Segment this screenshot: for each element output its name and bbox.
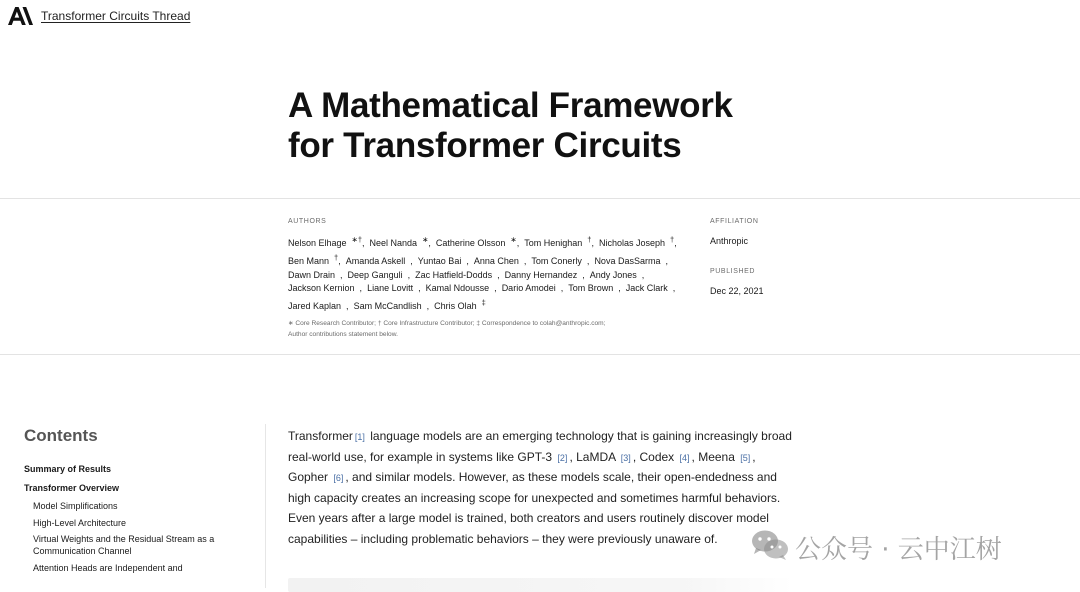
author-separator: ,	[560, 283, 564, 294]
toc-item[interactable]: Summary of Results	[24, 464, 112, 474]
author-separator: ,	[591, 238, 594, 248]
watermark-text: 公众号 · 云中江树	[795, 535, 1002, 565]
watermark	[750, 525, 1050, 565]
author-separator: ,	[641, 269, 645, 280]
footnote-line-1: ∗ Core Research Contributor; † Core Infrastructure Contributor; ‡ Correspondence to colah@anthropic.com;	[288, 320, 606, 327]
author-name[interactable]: Amanda Askell	[345, 255, 406, 266]
author-separator: ,	[340, 269, 343, 280]
authors-label: AUTHORS	[288, 218, 327, 225]
toc-item[interactable]: Transformer Overview	[24, 482, 120, 493]
published-date: Dec 22, 2021	[710, 286, 764, 296]
author-mark: †	[587, 235, 592, 244]
author-separator: ,	[618, 283, 621, 294]
author-separator: ,	[582, 269, 585, 280]
author-separator: ,	[428, 238, 431, 248]
intro-text: , Meena	[691, 449, 739, 464]
citation-link[interactable]: [3]	[620, 452, 631, 463]
published-label: PUBLISHED	[710, 268, 756, 275]
affiliation-value[interactable]: Anthropic	[710, 236, 749, 246]
author-separator: ,	[338, 255, 341, 266]
author-separator: ,	[586, 255, 590, 266]
author-name[interactable]: Ben Mann	[288, 255, 330, 266]
author-name[interactable]: Jack Clark	[625, 283, 668, 294]
author-separator: ,	[516, 238, 520, 248]
intro-text: , Codex	[632, 449, 678, 464]
author-name[interactable]: Zac Hatfield-Dodds	[415, 269, 493, 280]
intro-text: language models are an emerging technology that is gaining increasingly broad real-world use, for example in systems like GPT-3	[288, 429, 792, 464]
author-name[interactable]: Danny Hernandez	[504, 269, 578, 280]
author-name[interactable]: Chris Olah	[434, 301, 477, 312]
author-separator: ,	[497, 269, 500, 280]
citation-link[interactable]: [5]	[740, 452, 751, 463]
citation-link[interactable]: [1]	[354, 432, 365, 442]
toc-item[interactable]: Attention Heads are Independent and	[33, 562, 183, 573]
toc-divider	[265, 424, 266, 588]
footnote-line-2: Author contributions statement below.	[288, 330, 398, 338]
thread-link[interactable]: Transformer Circuits Thread	[41, 9, 191, 23]
intro-text: , and similar models. However, as these models scale, their open-endedness and high capacity creates an increasing scope for unexpected and sometimes harmful behaviors. Even years after a large model is trained, both creators and users routinely discover model capabilities – including problematic behaviors – they were previously unaware of.	[288, 470, 781, 546]
wechat-icon	[750, 528, 790, 562]
author-name[interactable]: Dario Amodei	[501, 283, 556, 294]
intro-text: , LaMDA	[569, 449, 619, 464]
author-name[interactable]: Nelson Elhage	[288, 238, 347, 248]
author-name[interactable]: Catherine Olsson	[435, 238, 506, 248]
author-mark: †	[670, 235, 675, 244]
toc-items	[24, 463, 259, 574]
author-separator: ,	[523, 255, 527, 266]
page-title	[288, 86, 808, 166]
author-separator: ,	[346, 301, 349, 312]
author-separator: ,	[672, 283, 676, 294]
author-mark: ∗	[510, 235, 517, 244]
intro-text: Transformer	[288, 429, 353, 443]
author-name[interactable]: Sam McCandlish	[353, 301, 422, 312]
author-mark: ∗†	[351, 235, 363, 244]
author-separator: ,	[362, 238, 365, 248]
author-name[interactable]: Dawn Drain	[288, 269, 336, 280]
author-separator: ,	[466, 255, 469, 266]
toc-item[interactable]: High-Level Architecture	[33, 517, 127, 528]
author-name[interactable]: Liane Lovitt	[367, 283, 414, 294]
author-name[interactable]: Yuntao Bai	[417, 255, 462, 266]
toc-item[interactable]: Virtual Weights and the Residual Stream as a Communication Channel	[33, 534, 215, 556]
author-name[interactable]: Nova DasSarma	[594, 255, 661, 266]
title-line-1: A Mathematical Framework	[288, 86, 733, 125]
author-separator: ,	[410, 255, 413, 266]
author-mark: ‡	[481, 298, 486, 308]
citation-link[interactable]: [4]	[679, 452, 690, 463]
author-footnote	[288, 319, 708, 340]
top-bar	[0, 0, 1080, 34]
byline	[0, 198, 1080, 355]
author-name[interactable]: Tom Brown	[568, 283, 614, 294]
author-mark: †	[334, 252, 339, 262]
citation-link[interactable]: [2]	[557, 452, 568, 463]
author-separator: ,	[418, 283, 421, 294]
author-separator: ,	[359, 283, 363, 294]
author-separator: ,	[494, 283, 497, 294]
author-name[interactable]: Anna Chen	[473, 255, 519, 266]
table-of-contents	[24, 426, 259, 578]
author-name[interactable]: Jared Kaplan	[288, 301, 342, 312]
toc-item[interactable]: Model Simplifications	[33, 501, 118, 511]
author-separator: ,	[407, 269, 411, 280]
author-separator: ,	[665, 255, 668, 266]
author-name[interactable]: Kamal Ndousse	[425, 283, 490, 294]
author-name[interactable]: Jackson Kernion	[288, 283, 355, 294]
title-line-2: for Transformer Circuits	[288, 126, 682, 165]
author-name[interactable]: Tom Conerly	[531, 255, 582, 266]
author-name[interactable]: Neel Nanda	[369, 238, 418, 248]
intro-text: , Gopher	[288, 449, 756, 485]
author-separator: ,	[674, 238, 677, 248]
next-paragraph-fade	[288, 578, 793, 592]
author-mark: ∗	[422, 235, 429, 244]
toc-title: Contents	[24, 426, 98, 445]
affiliation-label: AFFILIATION	[710, 218, 759, 225]
intro-paragraph	[288, 426, 793, 550]
authors-list	[288, 233, 698, 314]
author-separator: ,	[426, 301, 430, 312]
author-name[interactable]: Andy Jones	[589, 269, 637, 280]
anthropic-logo-icon[interactable]	[7, 6, 33, 26]
citation-link[interactable]: [6]	[333, 473, 344, 484]
author-name[interactable]: Nicholas Joseph	[598, 238, 666, 248]
author-name[interactable]: Deep Ganguli	[347, 269, 403, 280]
author-name[interactable]: Tom Henighan	[524, 238, 583, 248]
